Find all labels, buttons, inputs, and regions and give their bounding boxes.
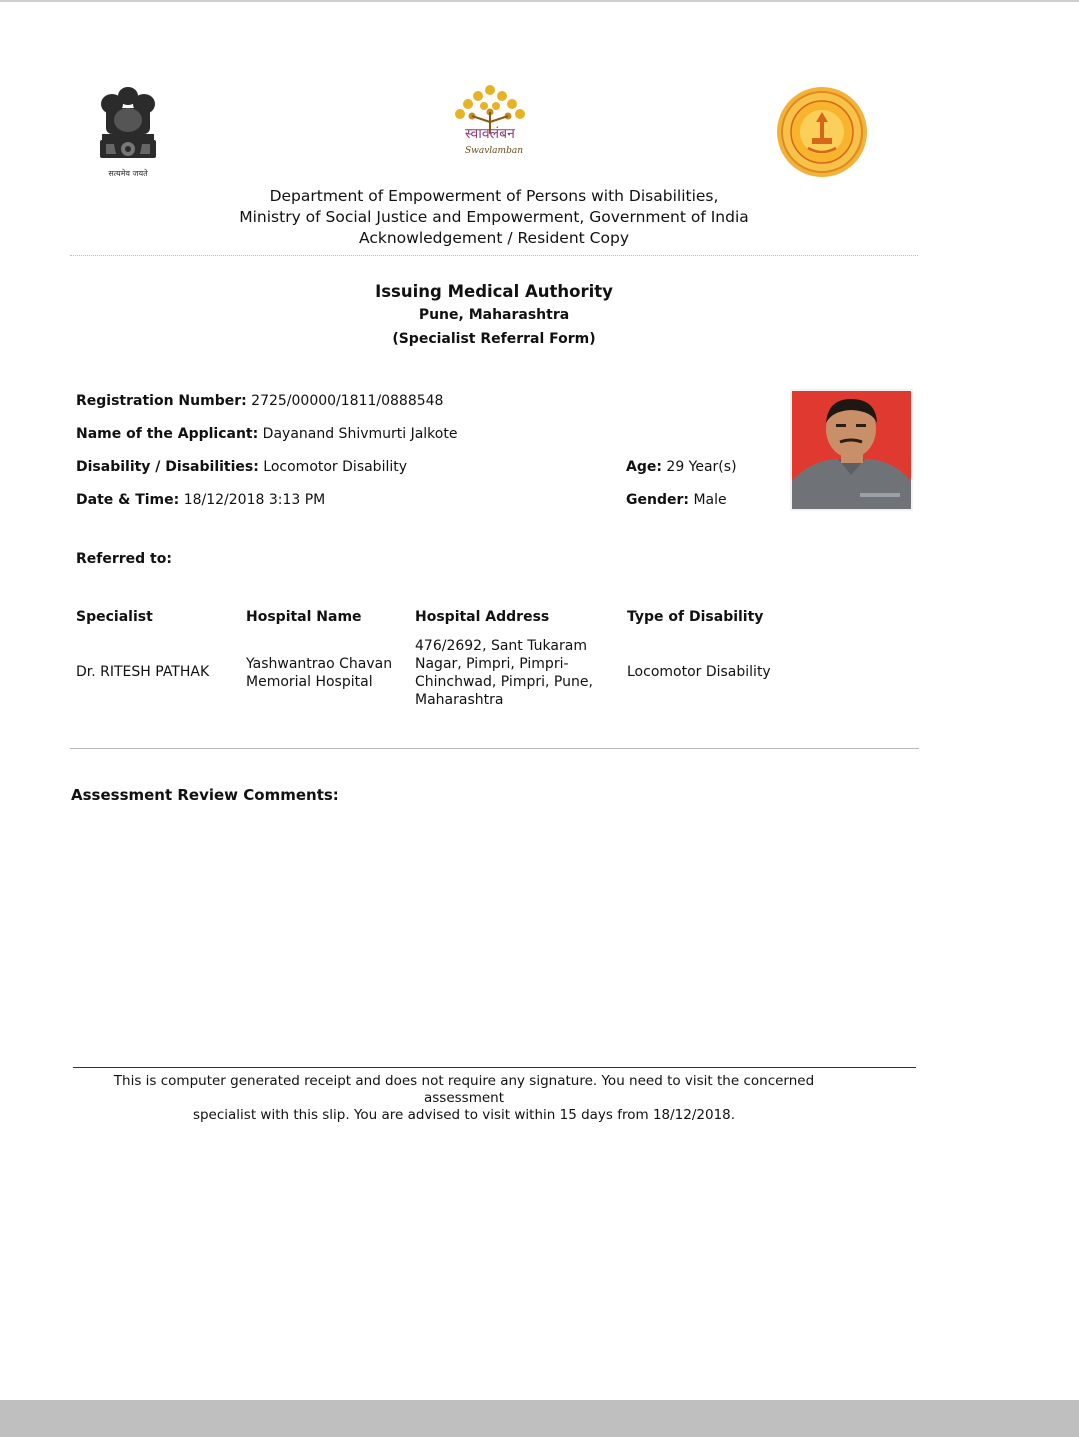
applicant-photo: [790, 389, 913, 511]
cell-specialist: Dr. RITESH PATHAK: [76, 664, 210, 680]
form-type: (Specialist Referral Form): [392, 331, 596, 347]
footer-divider: [73, 1067, 916, 1068]
cell-hospital-address: [415, 637, 593, 709]
viewer-bottom-bar: [0, 1400, 1079, 1437]
department-header: [70, 186, 918, 249]
authority-title: Issuing Medical Authority: [375, 282, 613, 301]
registration-number: [76, 392, 443, 410]
applicant-name-label: Name of the Applicant:: [76, 426, 259, 442]
top-border: [0, 0, 1079, 2]
registration-label: Registration Number:: [76, 393, 247, 409]
table-divider: [70, 748, 919, 749]
disability-field: [76, 458, 407, 476]
disability-label: Disability / Disabilities:: [76, 459, 259, 475]
assessment-comments-label: Assessment Review Comments:: [71, 786, 339, 804]
header-divider: [70, 255, 918, 256]
registration-value: 2725/00000/1811/0888548: [251, 393, 444, 409]
disability-value: Locomotor Disability: [263, 459, 408, 475]
age-label: Age:: [626, 459, 662, 475]
applicant-name-value: Dayanand Shivmurti Jalkote: [262, 426, 458, 442]
emblem-caption: सत्यमेव जयते: [108, 169, 148, 178]
department-line-2: Ministry of Social Justice and Empowerment, Government of India: [239, 208, 749, 226]
applicant-name: [76, 425, 457, 443]
cell-hospital-name: [246, 655, 392, 691]
address-line-1: 476/2692, Sant Tukaram: [415, 638, 587, 654]
header-hospital-address: Hospital Address: [415, 609, 550, 625]
address-line-3: Chinchwad, Pimpri, Pune,: [415, 674, 593, 690]
age-value: 29 Year(s): [666, 459, 737, 475]
cell-disability-type: Locomotor Disability: [627, 664, 771, 680]
referred-to-label: [76, 550, 172, 568]
header-hospital-name: Hospital Name: [246, 609, 362, 625]
authority-location: Pune, Maharashtra: [418, 307, 570, 323]
footer-line-2: specialist with this slip. You are advised to visit within 15 days from 18/12/2018.: [192, 1107, 736, 1123]
address-line-4: Maharashtra: [415, 692, 504, 708]
issuing-authority: [70, 281, 918, 351]
department-line-3: Acknowledgement / Resident Copy: [359, 229, 629, 247]
hospital-name-line-1: Yashwantrao Chavan: [246, 656, 393, 672]
header-disability-type: Type of Disability: [627, 609, 764, 625]
header-specialist: Specialist: [76, 609, 153, 625]
gender-label: Gender:: [626, 492, 689, 508]
date-time-label: Date & Time:: [76, 492, 180, 508]
swavalamban-logo: [442, 82, 538, 160]
state-seal-logo: [776, 86, 868, 178]
gender-value: Male: [693, 492, 727, 508]
swavalamban-english-text: Swavlamban: [464, 146, 524, 156]
gender-field: [626, 491, 727, 509]
swavalamban-hindi-text: स्वावलंबन: [465, 126, 515, 142]
age-field: [626, 458, 737, 476]
address-line-2: Nagar, Pimpri, Pimpri-: [415, 656, 569, 672]
hospital-name-line-2: Memorial Hospital: [246, 674, 373, 690]
footer-line-1: This is computer generated receipt and does not require any signature. You need to visit the concerned assessment: [113, 1073, 815, 1106]
date-time-field: [76, 491, 325, 509]
referred-to-text: Referred to:: [76, 551, 172, 567]
national-emblem-logo: [92, 82, 164, 180]
date-time-value: 18/12/2018 3:13 PM: [183, 492, 326, 508]
footer-note: [73, 1073, 855, 1124]
department-line-1: Department of Empowerment of Persons with Disabilities,: [269, 187, 719, 205]
